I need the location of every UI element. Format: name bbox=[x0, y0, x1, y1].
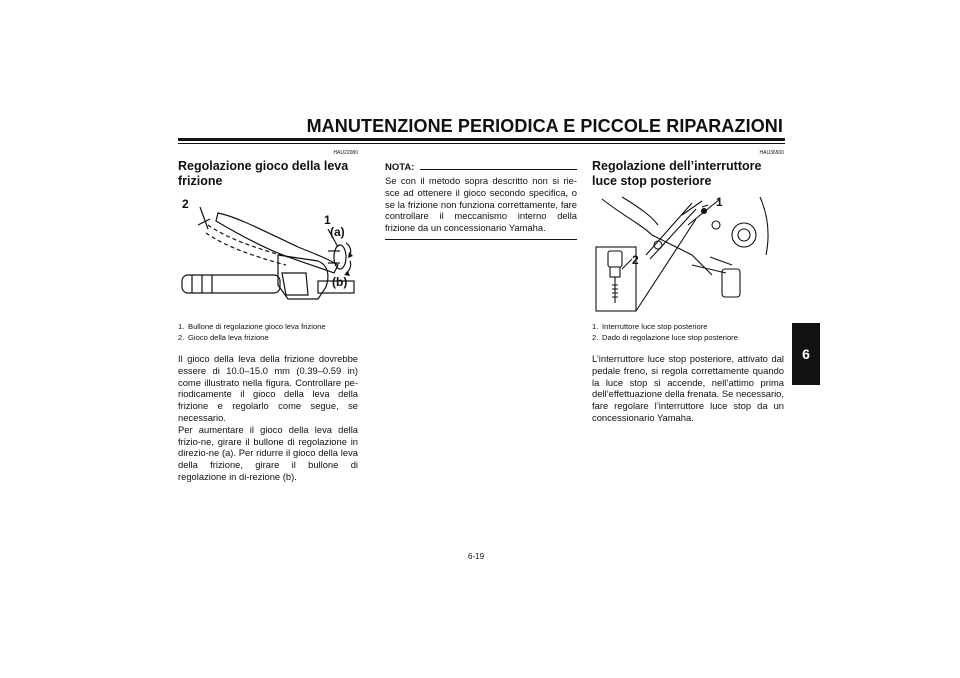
figure-label-2: 2 bbox=[632, 253, 639, 267]
figure-label-1: 1 bbox=[324, 213, 331, 227]
page-title: MANUTENZIONE PERIODICA E PICCOLE RIPARAZIONI bbox=[306, 116, 783, 136]
clutch-lever-figure bbox=[178, 195, 358, 313]
figure-label-a: (a) bbox=[330, 225, 345, 239]
caption-item: 2. Dado di regolazione luce stop posteriore bbox=[592, 333, 738, 342]
clutch-lever-section bbox=[178, 150, 358, 483]
figure-captions bbox=[592, 321, 784, 343]
note-label: NOTA: bbox=[385, 162, 415, 173]
section-heading: Regolazione dell’interruttore luce stop posteriore bbox=[592, 159, 762, 188]
title-rule bbox=[178, 138, 785, 141]
caption-item: 1. Bullone di regolazione gioco leva frizione bbox=[178, 322, 326, 331]
figure-label-b: (b) bbox=[332, 275, 348, 289]
caption-item: 2. Gioco della leva frizione bbox=[178, 333, 269, 342]
section-code: HAU36500 bbox=[759, 150, 784, 156]
note-end-rule bbox=[385, 239, 577, 240]
section-tab[interactable]: 6 bbox=[792, 323, 820, 385]
note-text: Se con il metodo sopra descritto non si rie-sce ad ottenere il gioco secondo specifica, o se la frizione non funziona correttamente, fare controllare il meccanismo interno della frizione da un concessionario Yamaha. bbox=[385, 175, 577, 234]
section-code: HAU22080 bbox=[333, 150, 358, 156]
title-rule-thin bbox=[178, 143, 785, 144]
clutch-lever-illustration bbox=[178, 195, 358, 313]
figure-label-1: 1 bbox=[716, 195, 723, 209]
brake-switch-figure bbox=[592, 195, 772, 313]
note-rule bbox=[420, 169, 577, 170]
body-paragraph: L’interruttore luce stop posteriore, attivato dal pedale freno, si regola correttamente quando la luce stop si accende, nell’attimo prima dell’effettuazione della frenata. Se necessario, fare regolare l’interruttore luce stop da un concessionario Yamaha. bbox=[592, 353, 784, 423]
page-number: 6-19 bbox=[468, 552, 485, 561]
section-heading: Regolazione gioco della leva frizione bbox=[178, 159, 349, 188]
figure-captions bbox=[178, 321, 358, 343]
brake-light-switch-section bbox=[592, 150, 784, 424]
note-column bbox=[385, 156, 577, 240]
caption-item: 1. Interruttore luce stop posteriore bbox=[592, 322, 708, 331]
figure-label-2: 2 bbox=[182, 197, 189, 211]
brake-switch-illustration bbox=[592, 195, 772, 313]
body-paragraph: Il gioco della leva della frizione dovrebbe essere di 10.0–15.0 mm (0.39–0.59 in) come illustrato nella figura. Controllare pe-riodicamente il gioco della leva della frizione e regolarlo come segue, se necessario. bbox=[178, 353, 358, 423]
body-paragraph: Per aumentare il gioco della leva della frizio-ne, girare il bullone di regolazione in direzio-ne (a). Per ridurre il gioco della leva della frizione, girare il bullone di regolazione in di-rezione (b). bbox=[178, 423, 358, 482]
note-header bbox=[385, 162, 577, 173]
